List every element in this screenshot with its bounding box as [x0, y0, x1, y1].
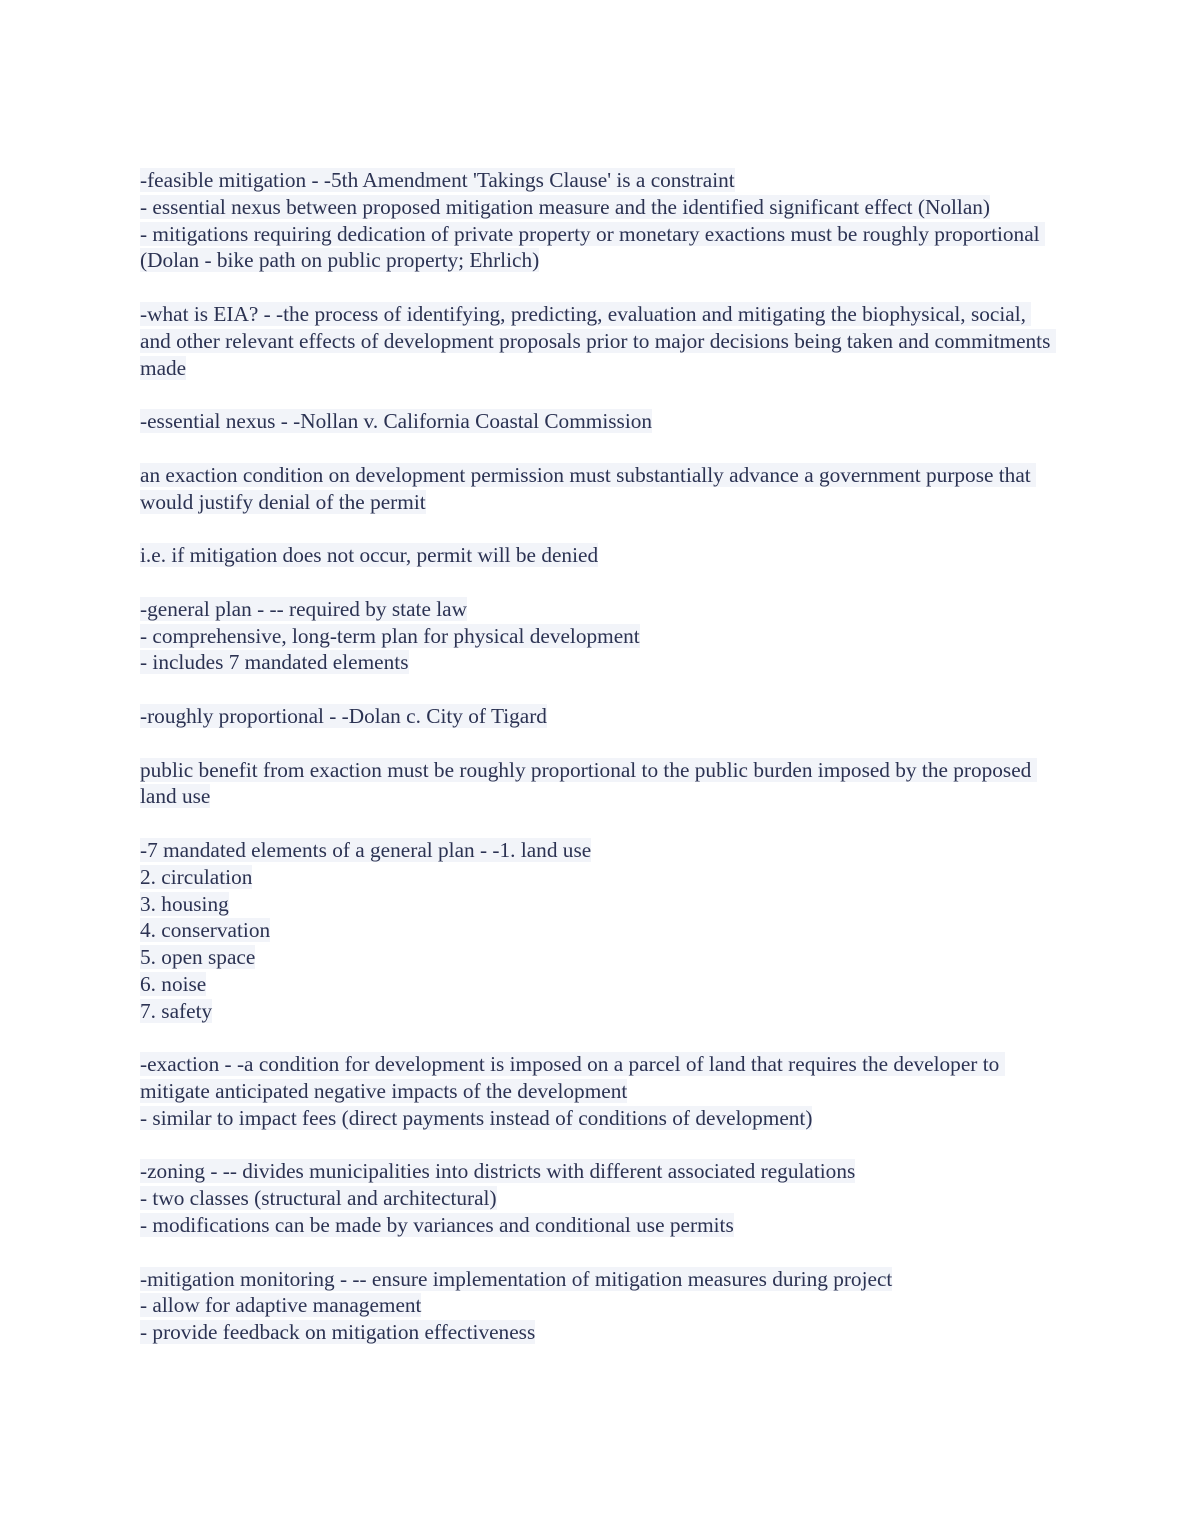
text-line: -what is EIA? - -the process of identifying, predicting, evaluation and mitigating the biophysical, social, and other relevant effects of development proposals prior to major decisions being taken and commitments made [140, 301, 1056, 380]
essential-nexus-example [140, 542, 1060, 569]
text-line: -zoning - -- divides municipalities into districts with different associated regulations [140, 1159, 856, 1184]
list-item: 6. noise [140, 971, 207, 996]
text-line: - allow for adaptive management [140, 1293, 422, 1318]
term-zoning [140, 1158, 1060, 1238]
term-what-is-eia [140, 301, 1060, 381]
document-body [140, 167, 1060, 1373]
text-line: i.e. if mitigation does not occur, permit will be denied [140, 543, 599, 568]
text-line: -feasible mitigation - -5th Amendment 'Takings Clause' is a constraint [140, 168, 735, 192]
list-item: 5. open space [140, 945, 256, 970]
list-item: 3. housing [140, 891, 229, 916]
term-roughly-proportional [140, 703, 1060, 730]
text-line: -mitigation monitoring - -- ensure implementation of mitigation measures during project [140, 1266, 893, 1291]
text-line: - comprehensive, long-term plan for physical development [140, 623, 640, 648]
text-line: - similar to impact fees (direct payments instead of conditions of development) [140, 1105, 813, 1130]
text-line: - mitigations requiring dedication of private property or monetary exactions must be roughly proportional (Dolan - bike path on public property; Ehrlich) [140, 221, 1045, 273]
term-mitigation-monitoring [140, 1266, 1060, 1346]
list-item: 7. safety [140, 998, 213, 1023]
text-line: -essential nexus - -Nollan v. California Coastal Commission [140, 409, 653, 434]
text-line: - provide feedback on mitigation effectiveness [140, 1320, 536, 1345]
text-line: - includes 7 mandated elements [140, 650, 409, 675]
term-mandated-elements [140, 837, 1060, 1025]
list-item: 2. circulation [140, 864, 253, 889]
term-general-plan [140, 596, 1060, 676]
text-line: an exaction condition on development permission must substantially advance a government purpose that would justify denial of the permit [140, 462, 1037, 514]
list-item: 4. conservation [140, 918, 271, 943]
text-line: - two classes (structural and architectural) [140, 1186, 497, 1211]
text-line: -7 mandated elements of a general plan - -1. land use [140, 837, 592, 862]
roughly-proportional-definition [140, 757, 1060, 811]
text-line: - essential nexus between proposed mitigation measure and the identified significant effect (Nollan) [140, 194, 991, 219]
text-line: -exaction - -a condition for development is imposed on a parcel of land that requires the developer to mitigate anticipated negative impacts of the development [140, 1052, 1005, 1104]
text-line: - modifications can be made by variances and conditional use permits [140, 1213, 734, 1238]
text-line: -general plan - -- required by state law [140, 596, 467, 621]
text-line: -roughly proportional - -Dolan c. City of Tigard [140, 703, 547, 728]
text-line: public benefit from exaction must be roughly proportional to the public burden imposed by the proposed land use [140, 757, 1037, 809]
term-exaction [140, 1051, 1060, 1131]
term-essential-nexus [140, 408, 1060, 435]
essential-nexus-definition [140, 462, 1060, 516]
term-feasible-mitigation [140, 167, 1060, 274]
